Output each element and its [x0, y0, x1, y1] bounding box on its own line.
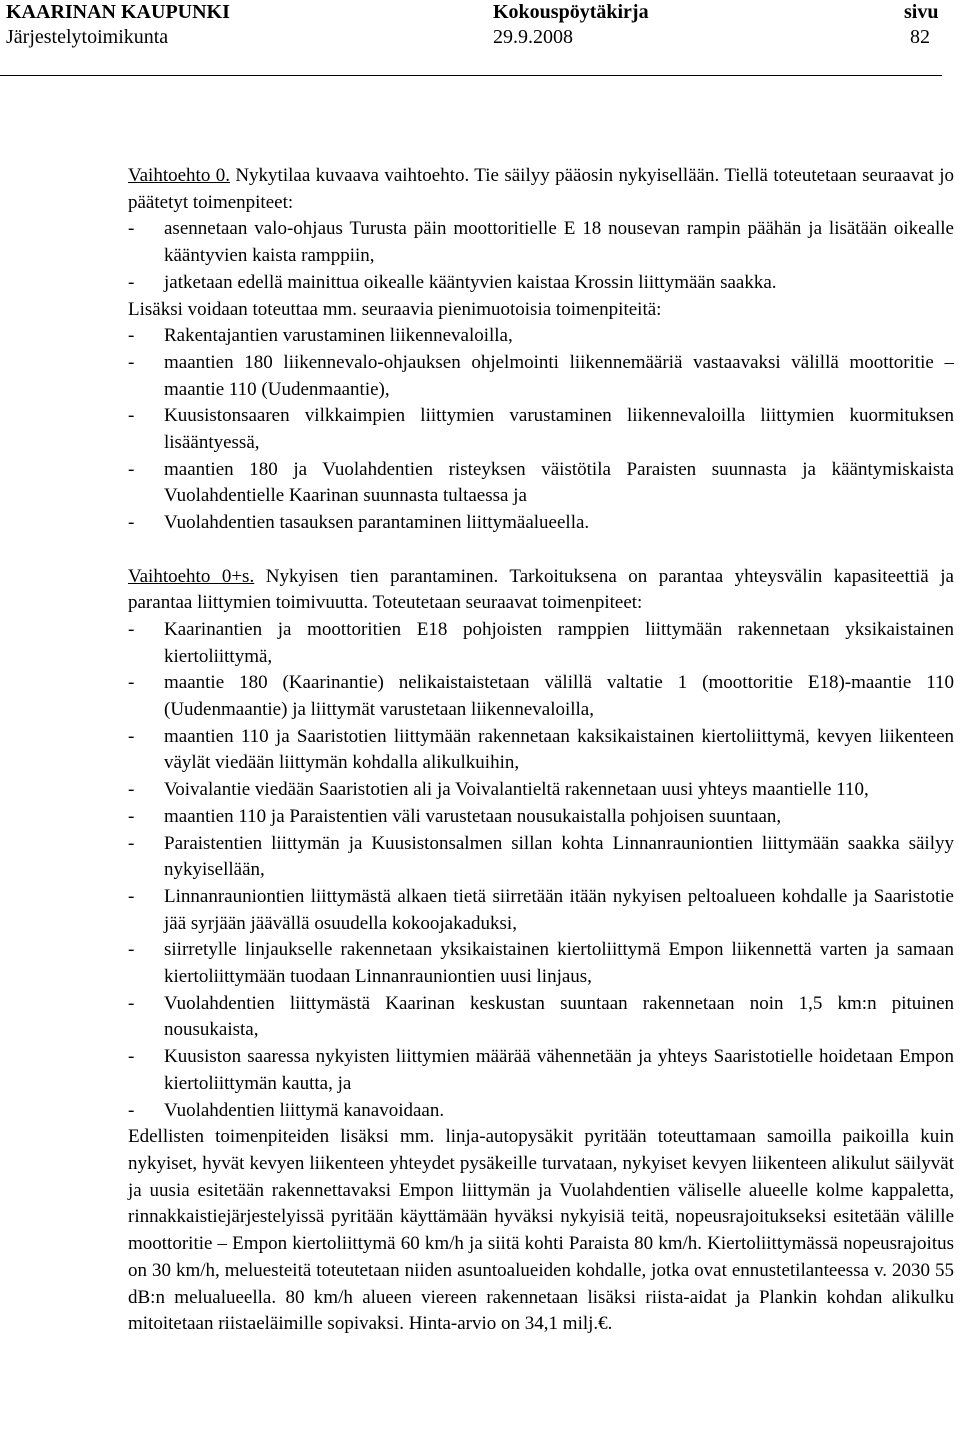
list-item	[128, 403, 954, 456]
list-marker: -	[128, 325, 135, 347]
list-marker: -	[128, 992, 135, 1014]
list-item	[128, 617, 954, 670]
list-item	[128, 510, 954, 537]
list-item-text: siirretylle linjaukselle rakennetaan yksikaistainen kiertoliittymä Empon liikennettä varten ja samaan kiertoliittymään tuodaan Linnanrauniontien uusi linjaus,	[164, 939, 954, 988]
list-marker: -	[128, 458, 135, 480]
section1-mid-text: Lisäksi voidaan toteuttaa mm. seuraavia pienimuotoisia toimenpiteitä:	[128, 298, 662, 320]
list-item-text: asennetaan valo-ohjaus Turusta päin moottoritielle E 18 nousevan rampin päähän ja lisätään oikealle kääntyvien kaista ramppiin,	[164, 218, 954, 267]
section1-list-a	[128, 216, 954, 296]
list-marker: -	[128, 1099, 135, 1121]
document-type: Kokouspöytäkirja	[493, 1, 649, 23]
list-marker: -	[128, 885, 135, 907]
page-header	[0, 0, 960, 52]
list-item-text: maantie 180 (Kaarinantie) nelikaistaistetaan välillä valtatie 1 (moottoritie E18)-maantie 110 (Uudenmaantie) ja liittymät varustetaan liikennevaloilla,	[164, 672, 954, 721]
meeting-date: 29.9.2008	[493, 26, 573, 48]
list-marker: -	[128, 939, 135, 961]
section1-title: Vaihtoehto 0.	[128, 165, 230, 186]
list-item	[128, 831, 954, 884]
list-marker: -	[128, 218, 135, 240]
list-marker: -	[128, 512, 135, 534]
list-item	[128, 1098, 954, 1125]
list-marker: -	[128, 779, 135, 801]
list-item	[128, 804, 954, 831]
list-item	[128, 323, 954, 350]
list-item-text: maantien 110 ja Paraistentien väli varustetaan nousukaistalla pohjoisen suuntaan,	[164, 805, 782, 827]
page-number: 82	[910, 26, 930, 48]
header-row-2	[0, 26, 960, 52]
section1-list-b	[128, 323, 954, 537]
section2-intro-text: Nykyisen tien parantaminen. Tarkoituksena on parantaa yhteysvälin kapasiteettiä ja parantaa liittymien toimivuutta. Toteutetaan seuraavat toimenpiteet:	[128, 565, 954, 614]
list-item	[128, 991, 954, 1044]
list-marker: -	[128, 805, 135, 827]
list-item-text: Kuusistonsaaren vilkkaimpien liittymien varustaminen liikennevaloilla liittymien kuormituksen lisääntyessä,	[164, 405, 954, 454]
list-item-text: maantien 110 ja Saaristotien liittymään rakennetaan kaksikaistainen kiertoliittymä, kevyen liikenteen väylät viedään liittymän kohdalla alikulkuihin,	[164, 725, 954, 774]
list-item-text: maantien 180 liikennevalo-ohjauksen ohjelmointi liikennemääriä vastaavaksi välillä moottoritie – maantie 110 (Uudenmaantie),	[164, 351, 954, 400]
header-divider	[0, 75, 942, 76]
list-marker: -	[128, 832, 135, 854]
section1-intro-text: Nykytilaa kuvaava vaihtoehto. Tie säilyy pääosin nykyisellään. Tiellä toteutetaan seuraavat jo päätetyt toimenpiteet:	[128, 165, 954, 213]
section2-title: Vaihtoehto 0+s.	[128, 565, 255, 587]
list-item	[128, 350, 954, 403]
list-marker: -	[128, 351, 135, 373]
list-marker: -	[128, 1046, 135, 1068]
list-marker: -	[128, 725, 135, 747]
list-item-text: Paraistentien liittymän ja Kuusistonsalmen sillan kohta Linnanrauniontien liittymään saakka säilyy nykyisellään,	[164, 832, 954, 881]
section2-intro	[128, 564, 954, 617]
list-item	[128, 216, 954, 269]
list-item	[128, 777, 954, 804]
list-marker: -	[128, 618, 135, 640]
list-item-text: Linnanrauniontien liittymästä alkaen tietä siirretään itään nykyisen peltoalueen kohdalle ja Saaristotie jää syrjään jäävällä osuudella kokoojakaduksi,	[164, 885, 954, 934]
list-item	[128, 270, 954, 297]
list-item	[128, 1044, 954, 1097]
document-body	[128, 163, 954, 1338]
list-item-text: Vuolahdentien liittymä kanavoidaan.	[164, 1099, 445, 1121]
committee-name: Järjestelytoimikunta	[6, 26, 169, 48]
section1-intro	[128, 163, 954, 216]
list-item-text: Kuusiston saaressa nykyisten liittymien määrää vähennetään ja yhteys Saaristotielle hoidetaan Empon kiertoliittymän kautta, ja	[164, 1046, 954, 1094]
list-item	[128, 670, 954, 723]
header-row-1	[0, 0, 960, 26]
section2-closing: Edellisten toimenpiteiden lisäksi mm. linja-autopysäkit pyritään toteuttamaan samoilla paikoilla kuin nykyiset, hyvät kevyen liikenteen yhteydet pysäkeille turvataan, nykyiset kevyen liikenteen alikulut säilyvät ja uusia esitetään rakennettavaksi Empon liittymän ja Vuolahdentien väliselle alueelle kolme kappaletta, rinnakkaistiejärjestelyissä pyritään käyttämään hyväksi nykyisiä teitä, nopeusrajoitukseksi esitetään välille moottoritie – Empon kiertoliittymä 60 km/h ja siitä kohti Paraista 80 km/h. Kiertoliittymässä nopeusrajoitus on 30 km/h, meluesteitä toteutetaan niiden asuntoalueiden kohdalle, jotka ovat ennustetilanteessa v. 2030 55 dB:n melualueella. 80 km/h alueen viereen rakennetaan lisäksi riista-aidat ja Plankin kohdan alikulku mitoitetaan riistaeläimille sopivaksi. Hinta-arvio on 34,1 milj.€.	[128, 1126, 954, 1335]
list-item	[128, 937, 954, 990]
list-item-text: Kaarinantien ja moottoritien E18 pohjoisten ramppien liittymään rakennetaan yksikaistainen kiertoliittymä,	[164, 618, 954, 667]
list-item	[128, 884, 954, 937]
paragraph-gap	[128, 537, 954, 564]
list-item-text: Voivalantie viedään Saaristotien ali ja Voivalantieltä rakennetaan uusi yhteys maantielle 110,	[164, 779, 869, 801]
list-item-text: Vuolahdentien liittymästä Kaarinan keskustan suuntaan rakennetaan noin 1,5 km:n pituinen nousukaista,	[164, 992, 954, 1041]
list-item-text: jatketaan edellä mainittua oikealle kääntyvien kaistaa Krossin liittymään saakka.	[164, 271, 777, 293]
list-item-text: Vuolahdentien tasauksen parantaminen liittymäalueella.	[164, 512, 590, 534]
section2-list	[128, 617, 954, 1124]
org-name: KAARINAN KAUPUNKI	[6, 1, 230, 23]
list-item-text: Rakentajantien varustaminen liikennevaloilla,	[164, 325, 513, 347]
list-item	[128, 724, 954, 777]
list-item	[128, 457, 954, 510]
list-marker: -	[128, 672, 135, 694]
list-item-text: maantien 180 ja Vuolahdentien risteyksen väistötila Paraisten suunnasta ja kääntymiskaista Vuolahdentielle Kaarinan suunnasta tultaessa ja	[164, 458, 954, 507]
list-marker: -	[128, 271, 135, 293]
page-label: sivu	[904, 1, 939, 23]
list-marker: -	[128, 405, 135, 427]
